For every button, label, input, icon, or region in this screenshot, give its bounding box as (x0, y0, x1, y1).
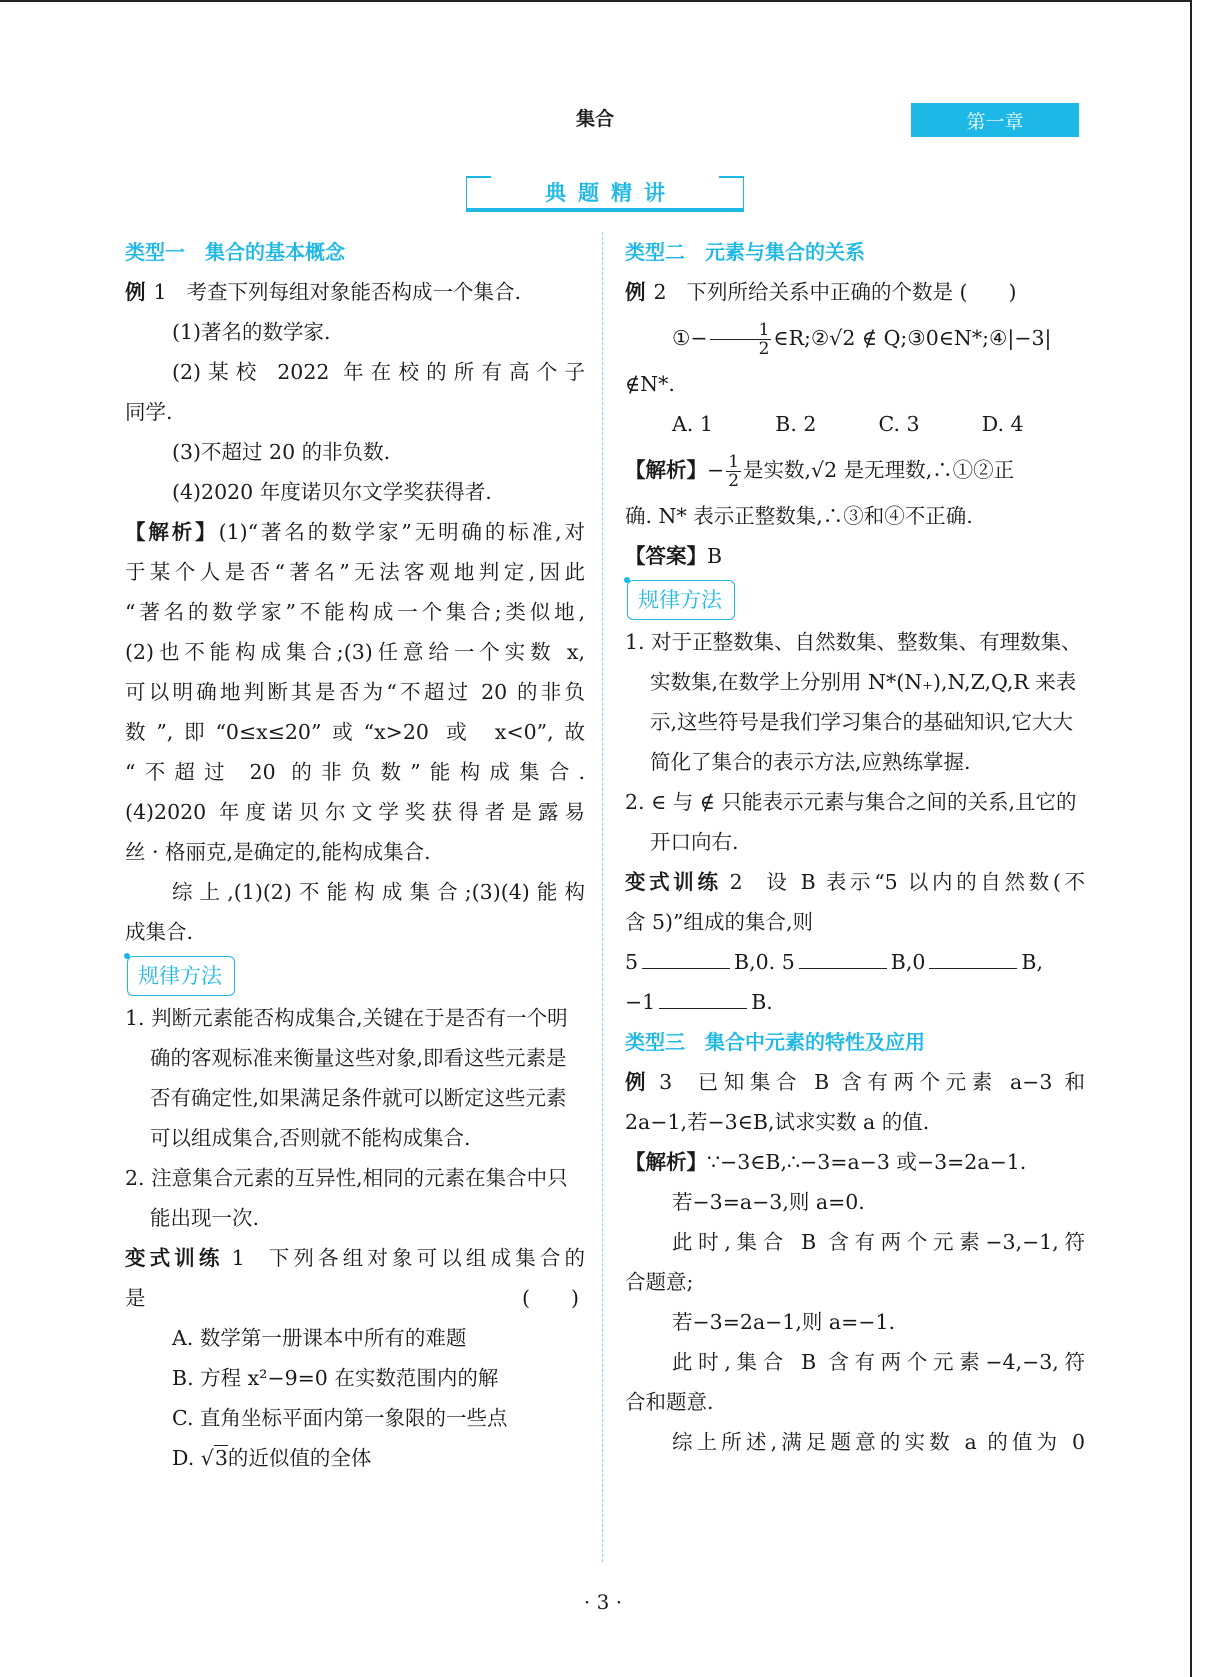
example2-stem (625, 272, 1085, 312)
analysis-line: 数”,即“0≤x≤20”或“x>20 或 x<0”,故 (125, 720, 585, 744)
analysis-line: “著名的数学家”不能构成一个集合;类似地, (125, 600, 585, 624)
example3-stem-b: 2a−1,若−3∈B,试求实数 a 的值. (625, 1110, 930, 1134)
rule-method-badge-left: 规律方法 (127, 956, 235, 996)
analysis-fraction-numerator: 1 (728, 452, 740, 472)
blank-item: B,0 (890, 950, 926, 974)
frame-top-line (0, 0, 1192, 2)
variant1-stem (125, 1238, 585, 1278)
analysis-fraction-denominator: 2 (728, 471, 740, 491)
variant2-blank-last (625, 982, 1085, 1022)
option-a: A. 数学第一册课本中所有的难题 (172, 1326, 467, 1350)
answer-paren: ( ) (522, 1286, 579, 1310)
rule-item: 2. 注意集合元素的互异性,相同的元素在集合中只能出现一次. (125, 1166, 568, 1230)
example3-number: 3 (659, 1070, 673, 1094)
blank-item: B. (751, 990, 773, 1014)
ex3-line: 合题意; (625, 1270, 694, 1294)
type1-heading: 类型一 集合的基本概念 (125, 240, 345, 264)
choice-d: D. 4 (981, 412, 1024, 436)
example2-stem-text: 下列所给关系中正确的个数是 ( ) (686, 280, 1017, 304)
rule-item: 1. 对于正整数集、自然数集、整数集、有理数集、实数集,在数学上分别用 N*(N₊),N,Z,Q,R 来表示,这些符号是我们学习集合的基础知识,它大大简化了集合的表示方法,应熟练掌握. (625, 630, 1082, 774)
variant2-blanks (625, 942, 1085, 982)
answer-value: B (707, 544, 723, 568)
blank-item: B,0. 5 (734, 950, 795, 974)
example2-label: 例 (625, 280, 646, 304)
example1-item2a: (2)某校 2022 年在校的所有高个子 (172, 360, 585, 384)
example2-analysis (625, 444, 1085, 496)
summary-line-b: 成集合. (125, 920, 194, 944)
ex3-line: 综上所述,满足题意的实数 a 的值为 0 (672, 1430, 1085, 1454)
fraction-one-half (710, 321, 772, 358)
blank-item: 5 (625, 950, 639, 974)
variant2-number: 2 (729, 870, 743, 894)
option-d-radicand: 3 (214, 1446, 228, 1470)
example1-label: 例 (125, 280, 146, 304)
example2-answer (625, 536, 1085, 576)
banner-bar-right (719, 176, 743, 178)
analysis-prefix: − (707, 458, 725, 482)
analysis-line: 可以明确地判断其是否为“不超过 20 的非负 (125, 680, 585, 704)
ex3-line: 若−3=2a−1,则 a=−1. (672, 1310, 896, 1334)
example1-number: 1 (153, 280, 167, 304)
blank-item: −1 (625, 990, 656, 1014)
example3-stem (625, 1062, 1085, 1102)
relations-rest: ∈R;②√2 ∉ Q;③0∈N*;④|−3| (773, 326, 1052, 350)
fill-blank[interactable] (642, 946, 730, 969)
choice-b: B. 2 (775, 412, 817, 436)
option-c: C. 直角坐标平面内第一象限的一些点 (172, 1406, 508, 1430)
variant1-stem-text: 下列各组对象可以组成集合的 (264, 1246, 586, 1270)
option-d: D. √3的近似值的全体 (172, 1446, 372, 1470)
left-column (125, 232, 585, 1478)
example2-analysis-line2: 确. N* 表示正整数集,∴③和④不正确. (625, 504, 973, 528)
example2-relations (625, 312, 1085, 364)
example1-stem-text: 考查下列每组对象能否构成一个集合. (186, 280, 522, 304)
analysis-text: (1)“著名的数学家”无明确的标准,对 (218, 520, 586, 544)
frame-right-line (1190, 0, 1192, 1677)
analysis-fraction (726, 453, 741, 490)
variant1-stem-b (125, 1278, 585, 1318)
example2-choices (625, 404, 1085, 444)
analysis-line: 于某个人是否“著名”无法客观地判定,因此 (125, 560, 585, 584)
analysis-line: (2)也不能构成集合;(3)任意给一个实数 x, (125, 640, 585, 664)
chapter-tab: 第一章 (911, 103, 1079, 137)
ex3-line: 此时,集合 B 含有两个元素−4,−3,符 (672, 1350, 1085, 1374)
example1-item1: (1)著名的数学家. (172, 320, 331, 344)
analysis-rest: 是实数,√2 是无理数,∴①②正 (743, 458, 1015, 482)
rule-item: 1. 判断元素能否构成集合,关键在于是否有一个明确的客观标准来衡量这些对象,即看这些元素是否有确定性,如果满足条件就可以断定这些元素可以组成集合,否则就不能构成集合. (125, 1006, 568, 1150)
analysis-line: 丝 · 格丽克,是确定的,能构成集合. (125, 840, 431, 864)
example1-item2b: 同学. (125, 400, 173, 424)
option-d-suffix: 的近似值的全体 (227, 1446, 372, 1470)
banner-bar-left (467, 176, 491, 178)
summary-line-a: 综上,(1)(2)不能构成集合;(3)(4)能构 (172, 880, 585, 904)
example2-analysis-label: 【解析】 (625, 458, 707, 482)
example3-analysis (625, 1142, 1085, 1182)
answer-label: 【答案】 (625, 544, 707, 568)
example3-label: 例 (625, 1070, 652, 1094)
choice-a: A. 1 (672, 412, 713, 436)
choice-c: C. 3 (878, 412, 920, 436)
example1-analysis-line (125, 512, 585, 552)
example3-stem-text: 已知集合 B 含有两个元素 a−3 和 (692, 1070, 1086, 1094)
example1-item3: (3)不超过 20 的非负数. (172, 440, 391, 464)
ex3-line: ∵−3∈B,∴−3=a−3 或−3=2a−1. (707, 1150, 1027, 1174)
variant2-stem-text: 设 B 表示“5 以内的自然数(不 (762, 870, 1085, 894)
analysis-line: “不超过 20 的非负数”能构成集合. (125, 760, 585, 784)
ex3-line: 合和题意. (625, 1390, 714, 1414)
relations-prefix: ①− (672, 326, 708, 350)
running-header-title: 集合 (575, 108, 614, 130)
section-banner-title: 典题精讲 (545, 181, 677, 205)
type2-heading: 类型二 元素与集合的关系 (625, 240, 865, 264)
example2-relations-line2: ∉N*. (625, 372, 675, 396)
fraction-numerator: 1 (710, 321, 772, 340)
variant1-stem-end: 是 (125, 1286, 146, 1310)
option-b: B. 方程 x²−9=0 在实数范围内的解 (172, 1366, 499, 1390)
variant1-label: 变式训练 (125, 1246, 224, 1270)
example2-number: 2 (653, 280, 667, 304)
variant2-stem (625, 862, 1085, 902)
variant1-number: 1 (231, 1246, 245, 1270)
right-column (625, 232, 1085, 1462)
example3-analysis-label: 【解析】 (625, 1150, 707, 1174)
example1-item4: (4)2020 年度诺贝尔文学奖获得者. (172, 480, 492, 504)
ex3-line: 若−3=a−3,则 a=0. (672, 1190, 865, 1214)
example1-analysis-label: 【解析】 (125, 520, 219, 544)
type3-heading: 类型三 集合中元素的特性及应用 (625, 1030, 925, 1054)
analysis-line: (4)2020 年度诺贝尔文学奖获得者是露易 (125, 800, 585, 824)
variant2-stem-b: 含 5)”组成的集合,则 (625, 910, 814, 934)
section-banner (466, 176, 744, 212)
fill-blank[interactable] (659, 986, 747, 1009)
example1-stem (125, 272, 585, 312)
fraction-denominator: 2 (758, 339, 770, 359)
column-divider (602, 232, 603, 1562)
page-number: · 3 · (583, 1590, 623, 1614)
option-d-prefix: D. (172, 1446, 201, 1470)
fill-blank[interactable] (929, 946, 1017, 969)
ex3-line: 此时,集合 B 含有两个元素−3,−1,符 (672, 1230, 1085, 1254)
fill-blank[interactable] (799, 946, 887, 969)
rule-method-badge-right: 规律方法 (627, 580, 735, 620)
rule-item: 2. ∈ 与 ∉ 只能表示元素与集合之间的关系,且它的开口向右. (625, 790, 1077, 854)
variant2-label: 变式训练 (625, 870, 722, 894)
blank-item: B, (1021, 950, 1043, 974)
